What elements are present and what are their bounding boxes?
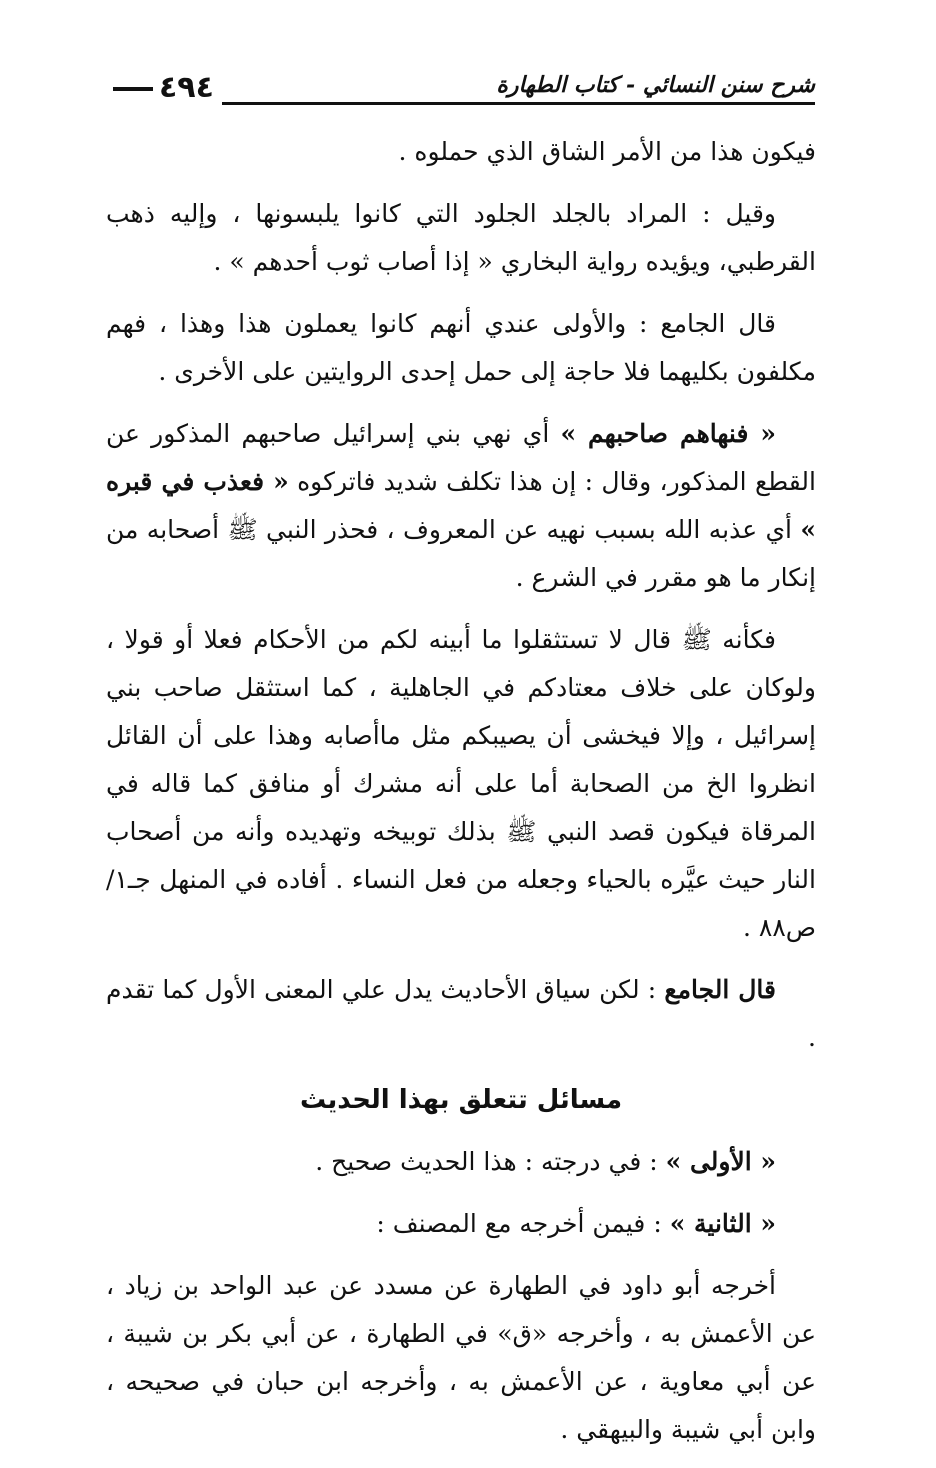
page-number: ٤٩٤	[105, 70, 222, 105]
issue-second-text: : فيمن أخرجه مع المصنف :	[376, 1209, 670, 1238]
hadith-quote-2: « فعذب في قبره »	[106, 467, 816, 544]
running-title: شرح سنن النسائي - كتاب الطهارة	[496, 72, 815, 98]
page-header	[105, 72, 815, 112]
section-heading: مسائل تتعلق بهذا الحديث	[299, 1085, 623, 1115]
issue-second-label: « الثانية »	[669, 1209, 776, 1238]
paragraph-2: وقيل : المراد بالجلد الجلود التي كانوا يلبسونها ، وإليه ذهب القرطبي، ويؤيده رواية البخاري « إذا أصاب ثوب أحدهم » .	[106, 199, 816, 276]
takhrij-paragraph: أخرجه أبو داود في الطهارة عن مسدد عن عبد الواحد بن زياد ، عن الأعمش به ، وأخرجه «ق» في الطهارة ، عن أبي بكر بن شيبة ، عن أبي معاوية ، عن الأعمش به ، وأخرجه ابن حبان في صحيحه ، وابن أبي شيبة والبيهقي .	[106, 1271, 816, 1444]
issue-first	[106, 1138, 816, 1186]
paragraph-6-text: : لكن سياق الأحاديث يدل علي المعنى الأول كما تقدم .	[106, 975, 816, 1052]
issue-second	[106, 1200, 816, 1248]
issue-first-text: : في درجته : هذا الحديث صحيح .	[315, 1147, 666, 1176]
paragraph-4	[106, 410, 816, 602]
paragraph-5: فكأنه ﷺ قال لا تستثقلوا ما أبينه لكم من الأحكام فعلا أو قولا ، ولوكان على خلاف معتادكم في الجاهلية ، كما استثقل صاحب بني إسرائيل ، وإلا فيخشى أن يصيبكم مثل ماأصابه وهذا على أن القائل انظروا الخ من الصحابة أما على أنه مشرك أو منافق كما قاله في المرقاة فيكون قصد النبي ﷺ بذلك توبيخه وتهديده وأنه من أصحاب النار حيث عيَّره بالحياء وجعله من فعل النساء . أفاده في المنهل جـ١/ ص٨٨ .	[106, 625, 816, 942]
jami-label: قال الجامع	[664, 975, 776, 1004]
issue-first-label: « الأولى »	[665, 1147, 776, 1176]
page-body	[106, 128, 816, 1468]
paragraph-4-text-a: أي نهي بني إسرائيل صاحبهم المذكور عن القطع المذكور، وقال : إن هذا تكلف شديد فاتركوه	[106, 419, 816, 496]
hadith-quote-1: « فنهاهم صاحبهم »	[560, 419, 776, 448]
paragraph-1: فيكون هذا من الأمر الشاق الذي حملوه .	[398, 137, 816, 166]
paragraph-3: قال الجامع : والأولى عندي أنهم كانوا يعملون هذا وهذا ، فهم مكلفون بكليهما فلا حاجة إلى حمل إحدى الروايتين على الأخرى .	[106, 309, 816, 386]
paragraph-6	[106, 966, 816, 1062]
paragraph-4-text-b: أي عذبه الله بسبب نهيه عن المعروف ، فحذر النبي ﷺ أصحابه من إنكار ما هو مقرر في الشرع .	[106, 515, 816, 592]
